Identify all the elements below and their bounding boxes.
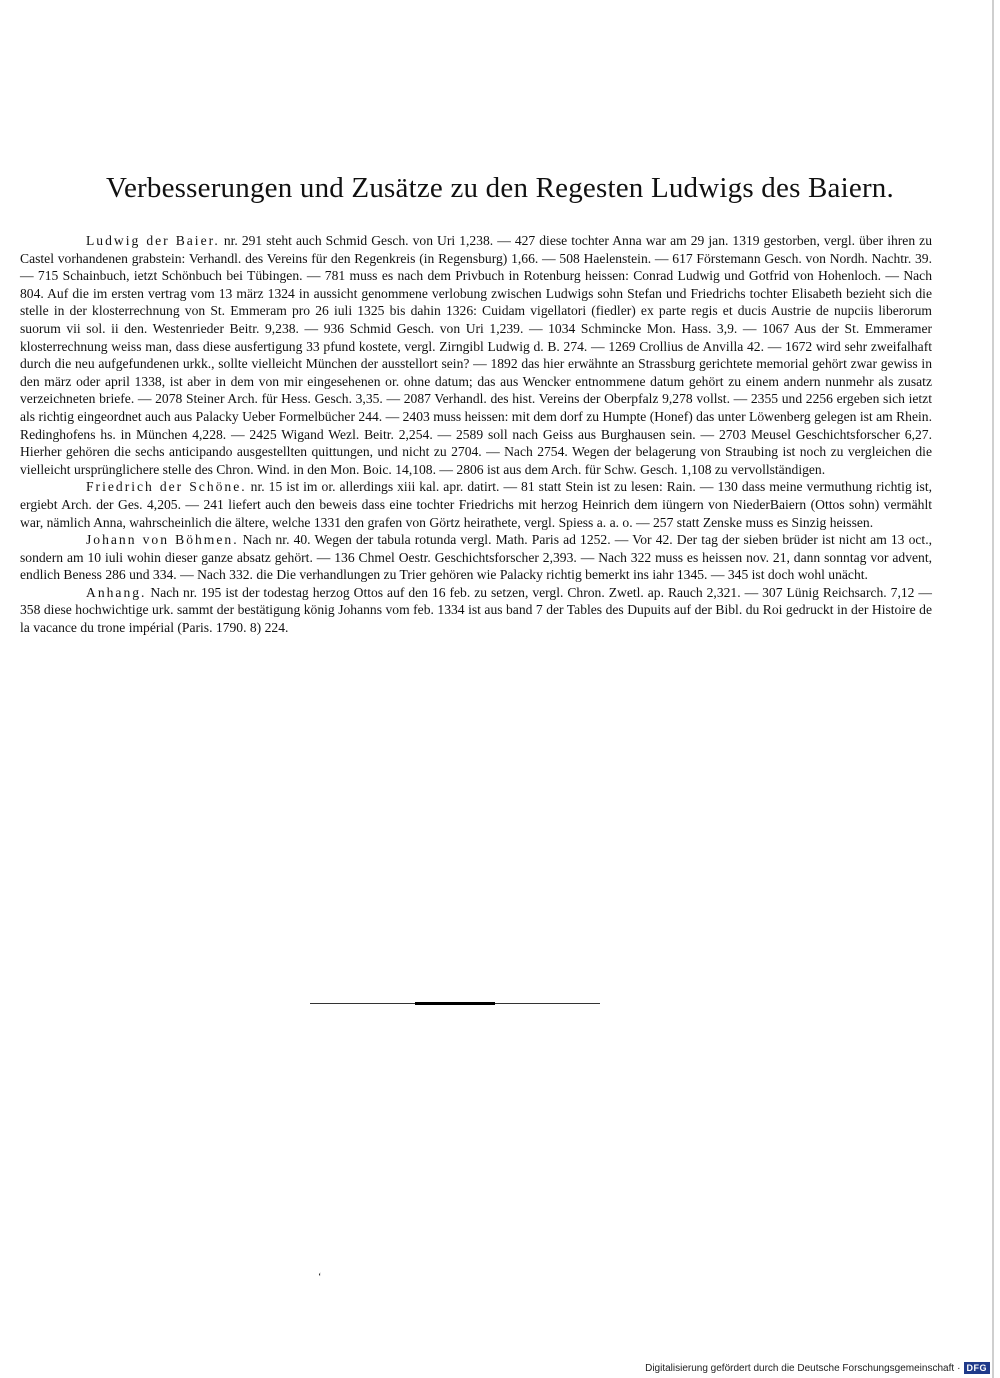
- paragraph-lead: Ludwig der Baier.: [86, 233, 220, 248]
- page-title: Verbesserungen und Zusätze zu den Regesten Ludwigs des Baiern.: [106, 172, 894, 204]
- dfg-logo[interactable]: DFG: [964, 1362, 991, 1374]
- page-edge: [992, 0, 994, 1378]
- paragraph-text: Nach nr. 195 ist der todestag herzog Ottos auf den 16 feb. zu setzen, vergl. Chron. Zwetl. ap. Rauch 2,321. — 307 Lünig Reichsarch. 7,12 — 358 diese hochwichtige urk. sammt der bestätigung könig Johanns vom feb. 1334 ist aus band 7 der Tables des Dupuits auf der Bibl. du Roi gedruckt in der Histoire de la vacance du trone impérial (Paris. 1790. 8) 224.: [20, 584, 932, 636]
- credit-separator: ·: [957, 1362, 961, 1374]
- paragraph-text: nr. 291 steht auch Schmid Gesch. von Uri 1,238. — 427 diese tochter Anna war am 29 jan. 1319 gestorben, vergl. über ihren zu Castel vorhandenen grabstein: Verhandl. des Vereins für den Regenkreis (in Regensburg) 1,66. — 508 Haelenstein. — 617 Förstemann Gesch. von Nordh. Nachtr. 39. — 715 Schainbuch, ietzt Schönbuch bei Tübingen. — 781 muss es nach dem Privbuch in Rotenburg heissen: Conrad Ludwig und Gotfrid von Hohenloch. — Nach 804. Auf die im ersten vertrag vom 13 märz 1324 in aussicht genommene verlobung zwischen Ludwigs sohn Stefan und Friedrichs tochter Elisabeth bezieht sich die stelle in der klosterrechnung von St. Emmeram pro 26 iuli 1325 bis dahin 1326: Cuidam vigellatori (fiedler) ex parte regis et ducis Austrie de nupciis liberorum suorum vii sol. ii den. Westenrieder Beitr. 9,238. — 936 Schmid Gesch. von Uri 1,239. — 1034 Schmincke Mon. Hass. 3,9. — 1067 Aus der St. Emmeramer klosterrechnung weiss man, dass diese ausfertigung 33 pfund kostete, vergl. Zirngibl Ludwig d. B. 274. — 1269 Crollius de Anvilla 42. — 1672 wird sehr zweifalhaft durch die neu aufgefundenen urkk., sollte vielleicht München der ausstellort sein? — 1892 das hier erwähnte an Strassburg gerichtete memorial gehört zwar gewiss in den märz oder april 1338, ist aber in dem von mir eingesehenen or. ohne datum; das aus Wencker entnommene datum gehört zu einem andern nunmehr als zusatz verzeichneten briefe. — 2078 Steiner Arch. für Hess. Gesch. 3,35. — 2087 Verhandl. des hist. Vereins der Oberpfalz 9,278 vollst. — 2355 und 2256 ergeben sich ietzt als richtig eingeordnet auch aus Palacky Ueber Formelbücher 244. — 2403 muss heissen: mit dem dorf zu Humpte (Honef) das unter Löwenberg gelegen ist am Rhein. Redinghofens hs. in München 4,228. — 2425 Wigand Wezl. Beitr. 2,254. — 2589 soll nach Geiss aus Burghausen sein. — 2703 Meusel Geschichtsforscher 6,27. Hierher gehören die sechs anticipando ausgestellten quittungen, und nicht zu 2704. — Nach 2754. Wegen der belagerung von Straubing ist noch zu vergleichen die vielleicht ursprünglichere stelle des Chron. Wind. in den Mon. Boic. 14,108. — 2806 ist aus dem Arch. für Schw. Gesch. 1,108 zu vervollständigen.: [20, 233, 933, 477]
- separator-bar: [415, 1002, 495, 1005]
- stray-mark: ‘: [318, 1272, 322, 1283]
- paragraph-text: nr. 15 ist im or. allerdings xiii kal. apr. datirt. — 81 statt Stein ist zu lesen: Rain. — 130 dass meine vermuthung richtig ist, ergiebt Arch. der Ges. 4,205. — 241 liefert auch den beweis dass eine tochter Friedrichs mit herzog Heinrich dem iüngern von NiederBaiern (Ottos sohn) vermählt war, nämlich Anna, wahrscheinlich die ältere, welche 1331 den grafen von Görtz heirathete, vergl. Spiess a. a. o. — 257 statt Zenske muss es Sinzig heissen.: [20, 479, 932, 530]
- paragraph-anhang: [20, 584, 932, 637]
- paragraph-lead: Anhang.: [86, 584, 147, 600]
- credit-text: Digitalisierung gefördert durch die Deutsche Forschungsgemeinschaft: [645, 1362, 955, 1374]
- body-text: [20, 232, 932, 637]
- section-separator: [310, 1002, 600, 1005]
- footer-credit: [645, 1362, 990, 1374]
- paragraph-ludwig: [20, 232, 932, 478]
- paragraph-johann: [20, 531, 932, 584]
- paragraph-lead: Johann von Böhmen.: [86, 532, 239, 548]
- paragraph-lead: Friedrich der Schöne.: [86, 479, 247, 495]
- paragraph-friedrich: [20, 478, 932, 531]
- paragraph-text: Nach nr. 40. Wegen der tabula rotunda vergl. Math. Paris ad 1252. — Vor 42. Der tag der sieben brüder ist nicht am 13 oct., sondern am 10 iuli wohin dieser ganze absatz gehört. — 136 Chmel Oestr. Geschichtsforscher 2,393. — Nach 322 muss es heissen nov. 21, dann sonntag vor advent, endlich Beness 286 und 334. — Nach 332. die Die verhandlungen zu Trier gehören wie Palacky richtig bemerkt ins iahr 1345. — 345 ist doch wohl unächt.: [20, 532, 932, 583]
